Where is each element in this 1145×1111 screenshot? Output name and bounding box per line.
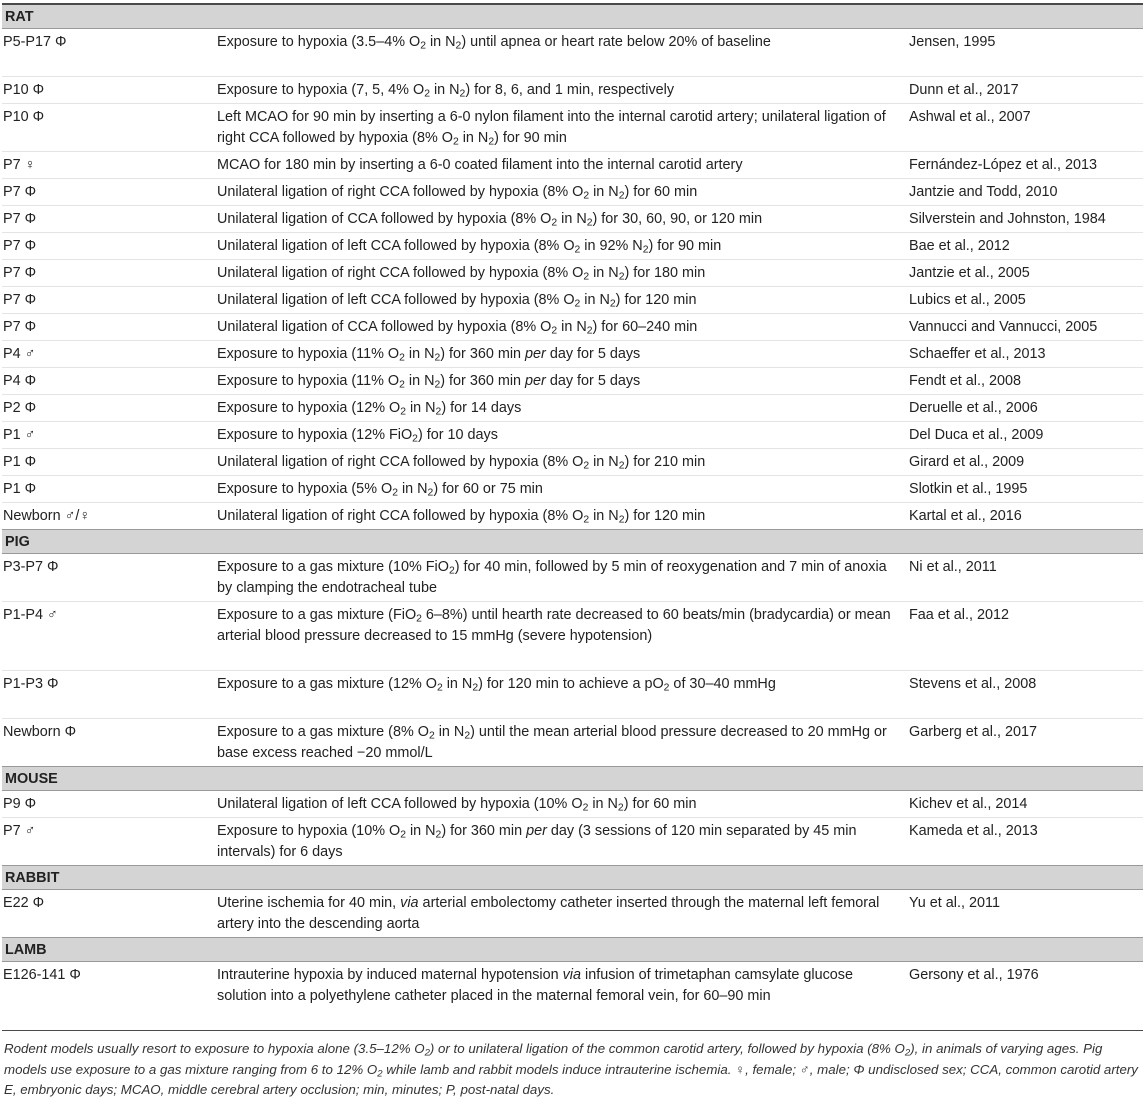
table-row: [2, 206, 1143, 233]
protocol-cell: Unilateral ligation of left CCA followed by hypoxia (8% $O_2$ in $N_2$) for 120 min: [217, 287, 909, 314]
table-row: [2, 503, 1143, 530]
protocol-cell: Unilateral ligation of right CCA followed by hypoxia (8% $O_2$ in $N_2$) for 210 min: [217, 449, 909, 476]
table-row: [2, 179, 1143, 206]
age-sex-cell: P1-P4 ♂: [2, 602, 217, 671]
table-row: [2, 152, 1143, 179]
reference-cell: Schaeffer et al., 2013: [909, 341, 1143, 368]
table-row: [2, 962, 1143, 1031]
age-sex-cell: P5-P17 Φ: [2, 29, 217, 77]
table-row: [2, 602, 1143, 671]
table-row: [2, 476, 1143, 503]
reference-cell: Fernández-López et al., 2013: [909, 152, 1143, 179]
reference-cell: Bae et al., 2012: [909, 233, 1143, 260]
section-title: RABBIT: [2, 866, 1143, 890]
age-sex-cell: P7 ♂: [3, 823, 36, 839]
table-row: [2, 890, 1143, 938]
age-sex-cell: Newborn Φ: [3, 724, 77, 740]
table-row: [2, 791, 1143, 818]
reference-cell: Deruelle et al., 2006: [909, 395, 1143, 422]
reference-cell: Girard et al., 2009: [909, 449, 1143, 476]
reference-cell: Lubics et al., 2005: [909, 287, 1143, 314]
protocol-cell: Exposure to hypoxia (11% $O_2$ in $N_2$) for 360 min per day for 5 days: [217, 368, 909, 395]
protocol-cell: Exposure to a gas mixture (12% $O_2$ in $N_2$) for 120 min to achieve a $pO_2$ of 30–40 mmHg: [217, 671, 909, 719]
reference-cell: Gersony et al., 1976: [909, 967, 1039, 983]
table-row: [2, 314, 1143, 341]
table-body: [2, 4, 1143, 1031]
reference-cell: Slotkin et al., 1995: [909, 476, 1143, 503]
table-row: [2, 260, 1143, 287]
reference-cell: Stevens et al., 2008: [909, 671, 1143, 719]
reference-cell: Faa et al., 2012: [909, 602, 1143, 671]
reference-cell: Fendt et al., 2008: [909, 368, 1143, 395]
table-row: [2, 395, 1143, 422]
age-sex-cell: P10 Φ: [2, 77, 217, 104]
protocol-cell: MCAO for 180 min by inserting a 6-0 coated filament into the internal carotid artery: [217, 152, 909, 179]
age-sex-cell: E22 Φ: [3, 895, 45, 911]
reference-cell: Kichev et al., 2014: [909, 791, 1143, 818]
protocol-cell: Exposure to hypoxia (3.5–4% $O_2$ in $N_2$) until apnea or heart rate below 20% of baseline: [217, 29, 909, 77]
age-sex-cell: P7 Φ: [2, 260, 217, 287]
protocol-cell: Unilateral ligation of CCA followed by hypoxia (8% $O_2$ in $N_2$) for 30, 60, 90, or 120 min: [217, 206, 909, 233]
age-sex-cell: P7 Φ: [2, 233, 217, 260]
protocol-cell: Exposure to hypoxia (11% $O_2$ in $N_2$) for 360 min per day for 5 days: [217, 341, 909, 368]
protocol-cell: Unilateral ligation of left CCA followed by hypoxia (8% $O_2$ in 92% $N_2$) for 90 min: [217, 233, 909, 260]
protocol-cell: Exposure to hypoxia (5% $O_2$ in $N_2$) for 60 or 75 min: [217, 476, 909, 503]
protocol-cell: Unilateral ligation of right CCA followed by hypoxia (8% $O_2$ in $N_2$) for 180 min: [217, 260, 909, 287]
reference-cell: Ashwal et al., 2007: [909, 104, 1143, 152]
table-row: [2, 29, 1143, 77]
table-row: [2, 368, 1143, 395]
table-row: [2, 104, 1143, 152]
reference-cell: Silverstein and Johnston, 1984: [909, 206, 1143, 233]
reference-cell: Jensen, 1995: [909, 29, 1143, 77]
age-sex-cell: P10 Φ: [2, 104, 217, 152]
section-header: [2, 530, 1143, 554]
age-sex-cell: P4 Φ: [2, 368, 217, 395]
section-header: [2, 938, 1143, 962]
section-header: [2, 767, 1143, 791]
table-row: [2, 449, 1143, 476]
age-sex-cell: P1 ♂: [2, 422, 217, 449]
protocol-cell: Exposure to hypoxia (12% FiO$_2$) for 10 days: [217, 422, 909, 449]
table-row: [2, 719, 1143, 767]
table-row: [2, 77, 1143, 104]
protocol-cell: Exposure to a gas mixture (10% FiO$_2$) for 40 min, followed by 5 min of reoxygenation and 7 min of anoxia by clamping the endotracheal tube: [217, 554, 909, 602]
document: [0, 3, 1145, 1101]
section-header: [2, 866, 1143, 890]
age-sex-cell: P7 Φ: [2, 179, 217, 206]
age-sex-cell: P9 Φ: [2, 791, 217, 818]
protocol-cell: Unilateral ligation of right CCA followed by hypoxia (8% $O_2$ in $N_2$) for 120 min: [217, 508, 706, 526]
table-row: [2, 422, 1143, 449]
section-title: MOUSE: [2, 767, 1143, 791]
hypoxia-models-table: [2, 3, 1143, 1031]
reference-cell: Ni et al., 2011: [909, 554, 1143, 602]
protocol-cell: Unilateral ligation of right CCA followed by hypoxia (8% $O_2$ in $N_2$) for 60 min: [217, 179, 909, 206]
reference-cell: Jantzie et al., 2005: [909, 260, 1143, 287]
reference-cell: Garberg et al., 2017: [909, 724, 1037, 740]
age-sex-cell: P1 Φ: [2, 476, 217, 503]
age-sex-cell: P7 Φ: [2, 287, 217, 314]
table-row: [2, 818, 1143, 866]
age-sex-cell: P2 Φ: [2, 395, 217, 422]
protocol-cell: Exposure to a gas mixture (FiO$_2$ 6–8%) until hearth rate decreased to 60 beats/min (bradycardia) or mean arterial blood pressure decreased to 15 mmHg (severe hypotension): [217, 602, 909, 671]
age-sex-cell: Newborn ♂/♀: [3, 508, 91, 524]
protocol-cell: Uterine ischemia for 40 min, via arterial embolectomy catheter inserted through the maternal left femoral artery into the descending aorta: [217, 895, 880, 932]
protocol-cell: Intrauterine hypoxia by induced maternal hypotension via infusion of trimetaphan camsylate glucose solution into a polyethylene catheter placed in the maternal femoral vein, for 60–90 min: [217, 967, 853, 1004]
section-header: [2, 4, 1143, 29]
table-footnote: Rodent models usually resort to exposure to hypoxia alone (3.5–12% $O_2$) or to unilateral ligation of the common carotid artery, followed by hypoxia (8% $O_2$), in animals of varying ages. Pig models use exposure to a gas mixture ranging from 6 to 12% $O_2$ while lamb and rabbit models induce intrauterine ischemia. ♀, female; ♂, male; Φ undisclosed sex; CCA, common carotid artery E, embryonic days; MCAO, middle cerebral artery occlusion; min, minutes; P, post-natal days.: [4, 1041, 1138, 1097]
protocol-cell: Unilateral ligation of CCA followed by hypoxia (8% $O_2$ in $N_2$) for 60–240 min: [217, 314, 909, 341]
age-sex-cell: P7 ♀: [2, 152, 217, 179]
table-row: [2, 554, 1143, 602]
age-sex-cell: P1-P3 Φ: [2, 671, 217, 719]
table-row: [2, 341, 1143, 368]
reference-cell: Jantzie and Todd, 2010: [909, 179, 1143, 206]
age-sex-cell: P7 Φ: [2, 314, 217, 341]
reference-cell: Del Duca et al., 2009: [909, 422, 1143, 449]
protocol-cell: Unilateral ligation of left CCA followed by hypoxia (10% $O_2$ in $N_2$) for 60 min: [217, 791, 909, 818]
protocol-cell: Exposure to hypoxia (7, 5, 4% $O_2$ in $N_2$) for 8, 6, and 1 min, respectively: [217, 77, 909, 104]
age-sex-cell: P1 Φ: [2, 449, 217, 476]
section-title: RAT: [2, 4, 1143, 29]
table-row: [2, 287, 1143, 314]
protocol-cell: Exposure to hypoxia (12% $O_2$ in $N_2$) for 14 days: [217, 395, 909, 422]
protocol-cell: Exposure to a gas mixture (8% $O_2$ in $N_2$) until the mean arterial blood pressure decreased to 20 mmHg or base excess reached −20 mmol/L: [217, 724, 887, 761]
protocol-cell: Left MCAO for 90 min by inserting a 6-0 nylon filament into the internal carotid artery; unilateral ligation of right CCA followed by hypoxia (8% $O_2$ in $N_2$) for 90 min: [217, 104, 909, 152]
table-row: [2, 671, 1143, 719]
section-title: LAMB: [2, 938, 1143, 962]
reference-cell: Kameda et al., 2013: [909, 823, 1038, 839]
age-sex-cell: P3-P7 Φ: [2, 554, 217, 602]
section-title: PIG: [2, 530, 1143, 554]
table-row: [2, 233, 1143, 260]
protocol-cell: Exposure to hypoxia (10% $O_2$ in $N_2$) for 360 min per day (3 sessions of 120 min separated by 45 min intervals) for 6 days: [217, 823, 857, 860]
reference-cell: Vannucci and Vannucci, 2005: [909, 314, 1143, 341]
reference-cell: Kartal et al., 2016: [909, 508, 1022, 524]
age-sex-cell: E126-141 Φ: [3, 967, 81, 983]
reference-cell: Dunn et al., 2017: [909, 77, 1143, 104]
reference-cell: Yu et al., 2011: [909, 895, 1000, 911]
age-sex-cell: P4 ♂: [2, 341, 217, 368]
age-sex-cell: P7 Φ: [2, 206, 217, 233]
